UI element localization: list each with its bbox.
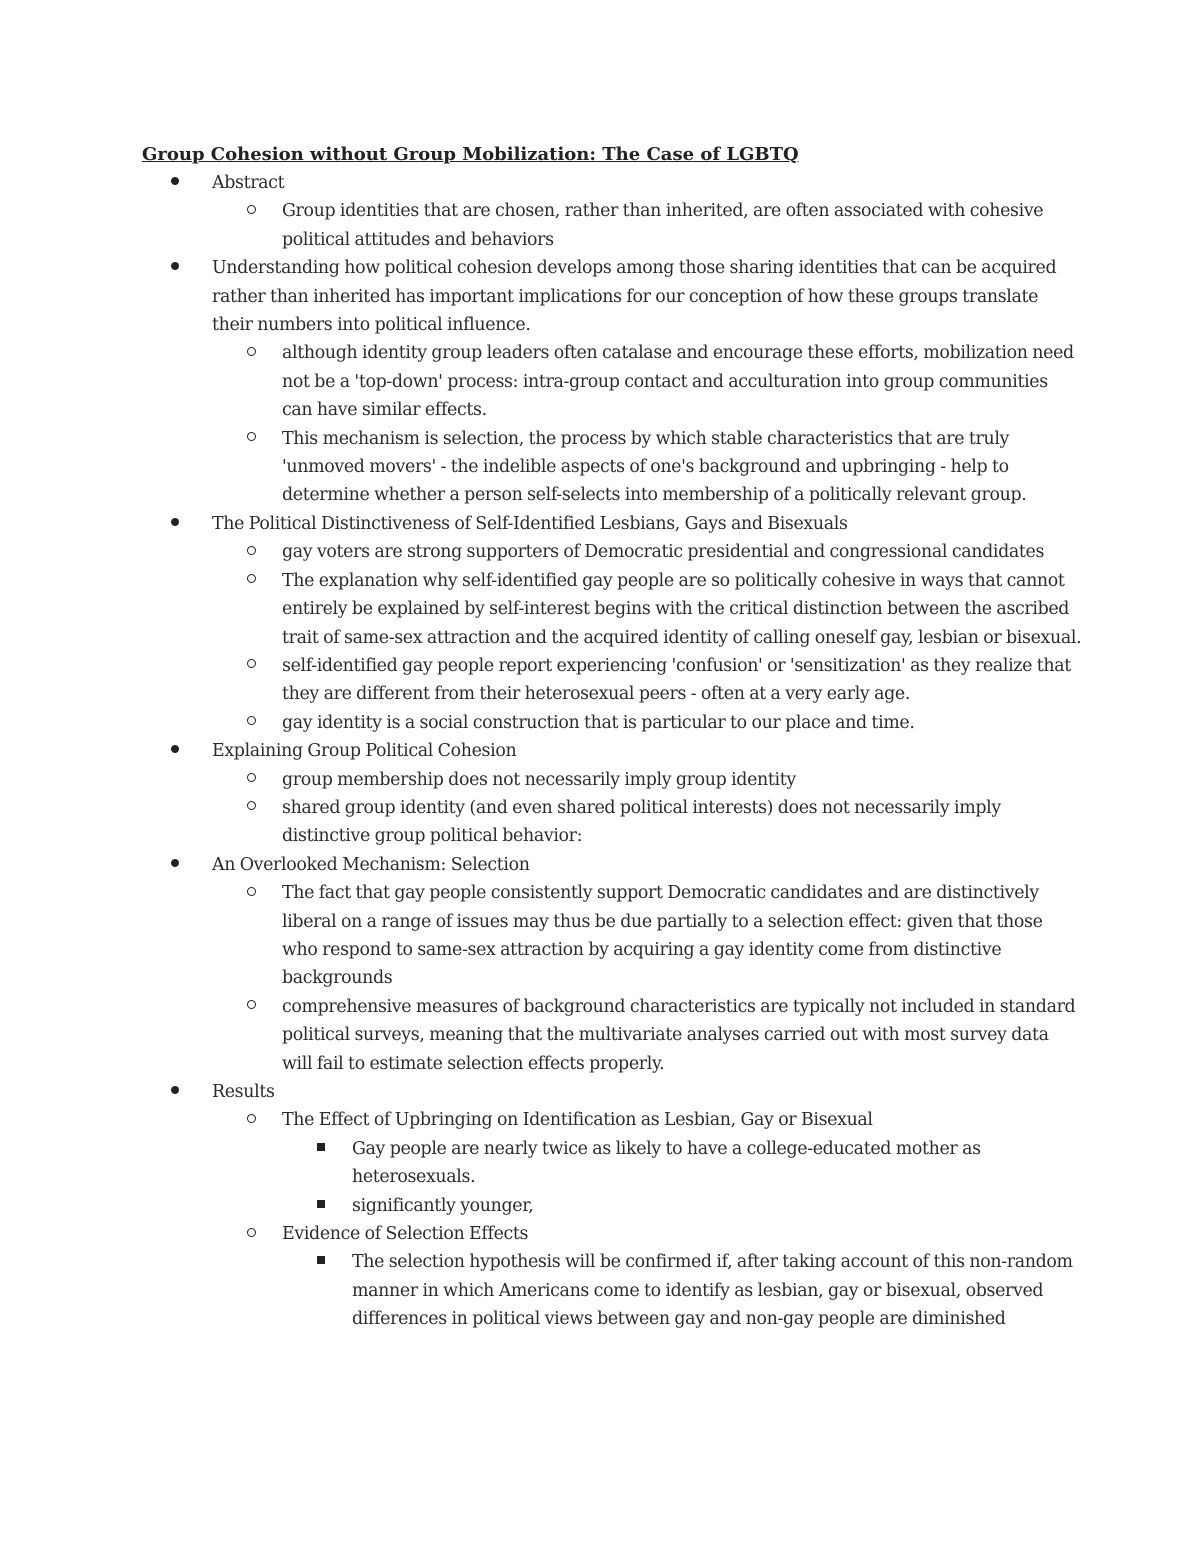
hollow-bullet-icon: [247, 1106, 256, 1134]
outline-text: The selection hypothesis will be confirmed if, after taking account of this non-random manner in which Americans come to identify as lesbian, gay or bisexual, observed differences in political views between gay and non-gay people are diminished: [352, 1252, 1073, 1330]
square-bullet-icon: [317, 1248, 325, 1276]
filled-bullet-icon: [171, 1078, 179, 1106]
outline-item-l1: [142, 254, 1082, 339]
outline-text: Understanding how political cohesion develops among those sharing identities that can be acquired rather than inherited has important implications for our conception of how these groups translate their numbers into political influence.: [212, 258, 1057, 336]
outline-text: gay identity is a social construction that is particular to our place and time.: [282, 712, 915, 733]
outline-item-l2: [142, 709, 1082, 737]
outline-item-l2: [142, 993, 1082, 1078]
square-bullet-icon: [317, 1192, 325, 1220]
outline-text: significantly younger,: [352, 1195, 534, 1216]
outline-text: The fact that gay people consistently support Democratic candidates and are distinctively liberal on a range of issues may thus be due partially to a selection effect: given that those who respond to same-sex attraction by acquiring a gay identity come from distinctive backgrounds: [282, 883, 1043, 989]
outline-item-l3: [142, 1192, 1082, 1220]
outline-text: The Political Distinctiveness of Self-Identified Lesbians, Gays and Bisexuals: [212, 513, 848, 534]
outline-text: The Effect of Upbringing on Identification as Lesbian, Gay or Bisexual: [282, 1110, 873, 1131]
outline-item-l1: [142, 851, 1082, 879]
document-page: [142, 141, 1082, 1334]
outline-item-l2: [142, 197, 1082, 254]
hollow-bullet-icon: [247, 709, 256, 737]
document-title: Group Cohesion without Group Mobilization: The Case of LGBTQ: [142, 144, 799, 165]
filled-bullet-icon: [171, 737, 179, 765]
outline-item-l2: [142, 652, 1082, 709]
filled-bullet-icon: [171, 851, 179, 879]
outline-text: Results: [212, 1082, 275, 1102]
outline-item-l2: [142, 538, 1082, 566]
outline-text: comprehensive measures of background characteristics are typically not included in standard political surveys, meaning that the multivariate analyses carried out with most survey data will fail to estimate selection effects properly.: [282, 996, 1076, 1074]
outline-item-l1: [142, 737, 1082, 765]
hollow-bullet-icon: [247, 567, 256, 595]
outline-text: Explaining Group Political Cohesion: [212, 741, 517, 762]
outline-item-l3: [142, 1248, 1082, 1333]
outline-item-l2: [142, 1106, 1082, 1134]
hollow-bullet-icon: [247, 538, 256, 566]
outline-text: Abstract: [212, 173, 285, 193]
filled-bullet-icon: [171, 510, 179, 538]
hollow-bullet-icon: [247, 197, 256, 225]
hollow-bullet-icon: [247, 879, 256, 907]
outline-item-l2: [142, 879, 1082, 993]
hollow-bullet-icon: [247, 766, 256, 794]
outline-item-l1: [142, 169, 1082, 197]
outline-text: Gay people are nearly twice as likely to have a college-educated mother as heterosexuals.: [352, 1138, 981, 1188]
filled-bullet-icon: [171, 169, 179, 197]
outline-text: The explanation why self-identified gay people are so politically cohesive in ways that cannot entirely be explained by self-interest begins with the critical distinction between the ascribed trait of same-sex attraction and the acquired identity of calling oneself gay, lesbian or bisexual.: [282, 570, 1082, 648]
outline-item-l1: [142, 1078, 1082, 1106]
outline-item-l2: [142, 1220, 1082, 1248]
hollow-bullet-icon: [247, 652, 256, 680]
outline-item-l3: [142, 1135, 1082, 1192]
outline-item-l2: [142, 425, 1082, 510]
hollow-bullet-icon: [247, 1220, 256, 1248]
outline-text: although identity group leaders often catalase and encourage these efforts, mobilization need not be a 'top-down' process: intra-group contact and acculturation into group communities can have similar effects.: [282, 343, 1074, 421]
outline-list: [142, 169, 1082, 1334]
hollow-bullet-icon: [247, 339, 256, 367]
outline-text: This mechanism is selection, the process by which stable characteristics that are truly 'unmoved movers' - the indelible aspects of one's background and upbringing - help to determine whether a person self-selects into membership of a politically relevant group.: [282, 428, 1027, 506]
outline-text: self-identified gay people report experiencing 'confusion' or 'sensitization' as they realize that they are different from their heterosexual peers - often at a very early age.: [282, 655, 1071, 705]
hollow-bullet-icon: [247, 993, 256, 1021]
outline-text: Evidence of Selection Effects: [282, 1224, 529, 1245]
outline-text: Group identities that are chosen, rather than inherited, are often associated with cohesive political attitudes and behaviors: [282, 201, 1044, 250]
outline-item-l2: [142, 794, 1082, 851]
outline-item-l2: [142, 567, 1082, 652]
hollow-bullet-icon: [247, 794, 256, 822]
hollow-bullet-icon: [247, 425, 256, 453]
outline-item-l1: [142, 510, 1082, 538]
outline-item-l2: [142, 339, 1082, 424]
outline-item-l2: [142, 766, 1082, 794]
outline-text: gay voters are strong supporters of Democratic presidential and congressional candidates: [282, 542, 1045, 563]
outline-text: shared group identity (and even shared political interests) does not necessarily imply distinctive group political behavior:: [282, 797, 1001, 847]
square-bullet-icon: [317, 1135, 325, 1163]
outline-text: group membership does not necessarily imply group identity: [282, 769, 796, 790]
filled-bullet-icon: [171, 254, 179, 282]
outline-text: An Overlooked Mechanism: Selection: [212, 854, 530, 875]
